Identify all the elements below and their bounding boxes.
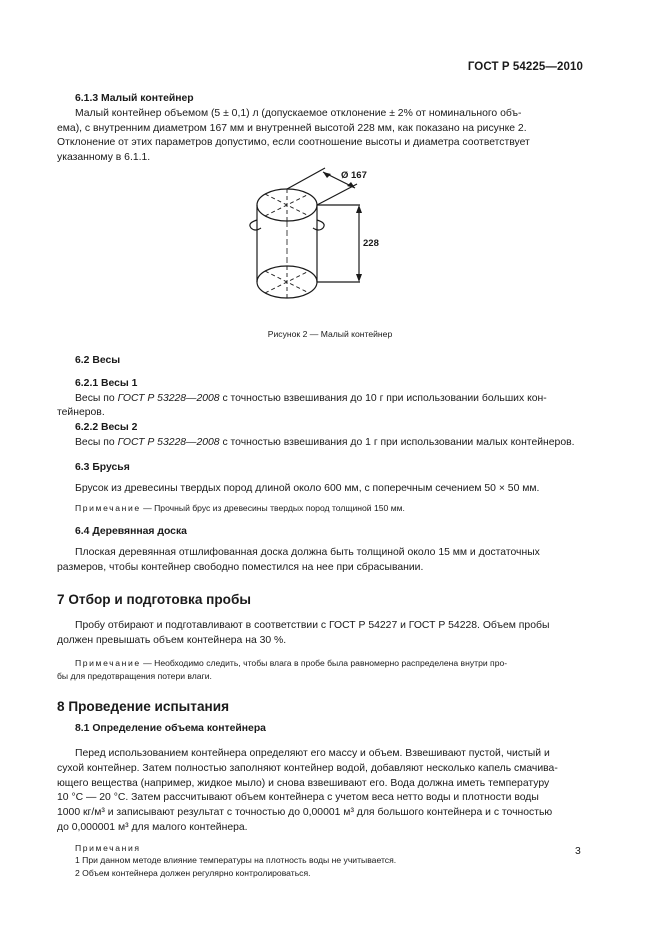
s8-line-3: ющего вещества (например, жидкое мыло) и снова взвешивают его. Вода должна иметь температуру [57, 777, 550, 789]
section-7-title: 7 Отбор и подготовка пробы [57, 592, 251, 608]
s622-text-a: Весы по [75, 436, 118, 448]
s63-note-text: — Прочный брус из древесины твердых пород толщиной 150 мм. [140, 503, 405, 514]
s622-text-b: с точностью взвешивания до 1 г при использовании малых контейнеров. [219, 436, 575, 448]
s613-line-4: указанному в 6.1.1. [57, 152, 151, 164]
diameter-extension-left [287, 168, 325, 189]
section-8-title: 8 Проведение испытания [57, 699, 229, 715]
s7-note-text-1: — Необходимо следить, чтобы влага в пробе была равномерно распределена внутри про- [140, 657, 508, 668]
section-6-4-title: 6.4 Деревянная доска [75, 525, 187, 537]
s8-line-5: 1000 кг/м³ и записывают результат с точностью до 0,00001 м³ для большого контейнера и с точностью [57, 807, 553, 819]
s613-line-1 [75, 107, 585, 122]
s63-note [75, 502, 585, 515]
section-6-1-3-title: 6.1.3 Малый контейнер [75, 93, 194, 104]
s8-notes-title: Примечания [75, 842, 141, 853]
height-label: 228 [363, 237, 379, 249]
s64-line-2: размеров, чтобы контейнер свободно поместился на нее при сбрасывании. [57, 561, 424, 573]
figure-2-caption: Рисунок 2 — Малый контейнер [267, 328, 393, 339]
document-body [57, 92, 585, 879]
figure-2 [75, 169, 585, 330]
s7-note-label: Примечание [75, 657, 141, 668]
s63-text: Брусок из древесины твердых пород длиной около 600 мм, с поперечным сечением 50 × 50 мм. [75, 482, 540, 494]
s63-note-label: Примечание [75, 503, 141, 514]
height-arrow-top [356, 205, 362, 213]
diameter-label: Ø 167 [341, 169, 367, 181]
s8-line-4: 10 °С — 20 °С. Затем рассчитывают объем контейнера с учетом веса нетто воды и плотности воды [57, 792, 539, 804]
handle-top-left [250, 220, 261, 230]
small-container-drawing [75, 169, 585, 330]
height-arrow-bottom [356, 274, 362, 282]
s621-line-1 [75, 392, 585, 407]
s613-line-2: ема), с внутренним диаметром 167 мм и внутренней высотой 228 мм, как показано на рисунке 2. [57, 122, 527, 134]
s621-line-2: тейнеров. [57, 407, 105, 419]
section-6-2-title: 6.2 Весы [75, 354, 121, 366]
s8-note-2: 2 Объем контейнера должен регулярно контролироваться. [75, 867, 311, 878]
section-6-2-2-title: 6.2.2 Весы 2 [75, 422, 138, 434]
s8-line-1: Перед использованием контейнера определяют его массу и объем. Взвешивают пустой, чистый и [75, 747, 550, 759]
s621-ref: ГОСТ Р 53228—2008 [117, 392, 220, 404]
diameter-arrow-a [323, 172, 331, 178]
page-number: 3 [575, 846, 581, 857]
section-8-1-title: 8.1 Определение объема контейнера [75, 723, 266, 735]
s613-line-1-text: Малый контейнер объемом (5 ± 0,1) л (допускаемое отклонение ± 2% от номинального объ- [75, 107, 522, 119]
page-header: ГОСТ Р 54225—2010 [467, 61, 583, 73]
s8-line-2: сухой контейнер. Затем полностью заполняют контейнер водой, добавляют несколько капель смачива- [57, 762, 558, 774]
s7-note-line-1 [75, 657, 585, 670]
diameter-extension-right [317, 184, 357, 205]
s64-line-1: Плоская деревянная отшлифованная доска должна быть толщиной около 15 мм и достаточных [75, 546, 540, 558]
s7-note-line-2: бы для предотвращения потери влаги. [57, 670, 212, 681]
handle-top-right [313, 220, 324, 230]
s613-line-3: Отклонение от этих параметров допустимо, если соотношение высоты и диаметра соответствует [57, 137, 530, 149]
section-6-2-1-title: 6.2.1 Весы 1 [75, 377, 138, 389]
s8-note-1: 1 При данном методе влияние температуры на плотность воды не учитывается. [75, 855, 397, 866]
s622-ref: ГОСТ Р 53228—2008 [117, 436, 220, 448]
s7-line-2: должен превышать объем контейнера на 30 %. [57, 635, 287, 647]
s8-line-6: до 0,000001 м³ для малого контейнера. [57, 821, 248, 833]
section-6-3-title: 6.3 Брусья [75, 461, 130, 473]
s7-line-1: Пробу отбирают и подготавливают в соответствии с ГОСТ Р 54227 и ГОСТ Р 54228. Объем пробы [75, 620, 550, 632]
s621-text-b: с точностью взвешивания до 10 г при использовании больших кон- [219, 392, 547, 404]
s622-line-1 [75, 436, 585, 451]
s621-text-a: Весы по [75, 392, 118, 404]
